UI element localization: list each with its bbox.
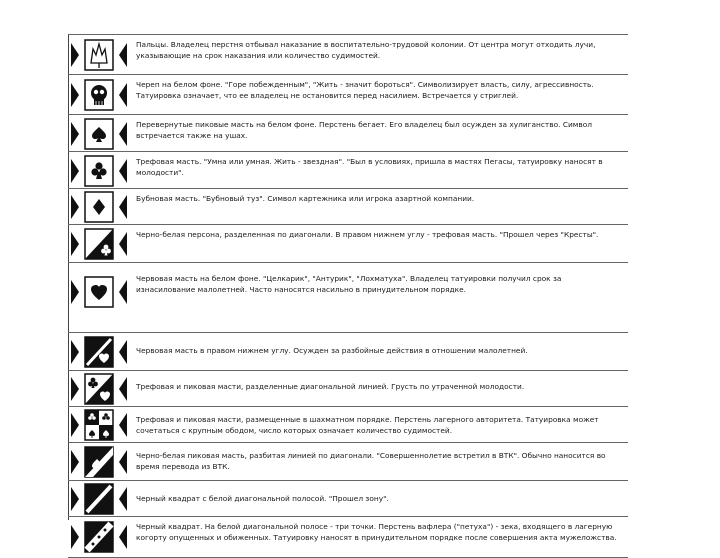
- row-description: Трефовая и пиковая масти, разделенные диагональной линией. Грусть по утраченной молодости.: [136, 382, 525, 391]
- stripe-ring-icon: [68, 481, 130, 517]
- row-description: Черный квадрат с белой диагональной полосой. "Прошел зону".: [136, 494, 389, 503]
- table-row: [68, 442, 628, 481]
- diagonal-club-ring-icon: [68, 225, 130, 263]
- table-row: [68, 114, 628, 152]
- row-description: Черно-белая персона, разделенная по диагонали. В правом нижнем углу - трефовая масть. "Прошел через "Кресты".: [136, 230, 599, 239]
- table-row: [68, 224, 628, 263]
- table-row: [68, 332, 628, 371]
- spade-ring-icon: [68, 115, 130, 152]
- table-row: [68, 188, 628, 225]
- table-row: [68, 480, 628, 517]
- row-description: Череп на белом фоне. "Горе побежденным", "Жить - значит бороться". Символизирует власть, силу, агрессивность. Татуировка означает, что ее владелец не остановится перед насилием. Встречается у стриглей.: [136, 80, 594, 100]
- row-description: Черно-белая пиковая масть, разбитая линией по диагонали. "Совершеннолетие встретил в ВТК". Обычно наносится во время перевода из ВТК.: [136, 451, 606, 471]
- table-row: [68, 34, 628, 75]
- heart-ring-icon: [68, 263, 130, 333]
- row-description: Бубновая масть. "Бубновый туз". Символ картежника или игрока азартной компании.: [136, 194, 475, 203]
- table-row: [68, 74, 628, 115]
- diagonal-heart-ring-icon: [68, 333, 130, 371]
- dots-ring-icon: [68, 517, 130, 557]
- checker-ring-icon: [68, 407, 130, 443]
- table-row: [68, 262, 628, 333]
- skull-ring-icon: [68, 75, 130, 115]
- table-row: [68, 151, 628, 189]
- crown-ring-icon: [68, 35, 130, 75]
- row-description: Червовая масть в правом нижнем углу. Осужден за разбойные действия в отношении малолетней.: [136, 346, 528, 355]
- row-description: Перевернутые пиковые масть на белом фоне. Перстень бегает. Его владелец был осужден за хулиганство. Символ встречается также на ушах.: [136, 120, 592, 140]
- row-description: Трефовая масть. "Умна или умная. Жить - звездная". "Был в условиях, пришла в мастях Пегасы, татуировку наносят в молодости".: [136, 157, 603, 177]
- club-heart-ring-icon: [68, 371, 130, 407]
- row-description: Трефовая и пиковая масти, размещенные в шахматном порядке. Перстень лагерного авторитета. Татуировка может сочетаться с крупным ободом, число которых означает количество судимостей.: [136, 415, 599, 435]
- table-row: [68, 516, 628, 558]
- row-description: Черный квадрат. На белой диагональной полосе - три точки. Перстень вафлера ("петуха") - зека, входящего в лагерную когорту опущенных и обиженных. Татуировку наносят в принудительном порядке после совершения акта мужеложства.: [136, 522, 617, 542]
- club-ring-icon: [68, 152, 130, 189]
- row-description: Пальцы. Владелец перстня отбывал наказание в воспитательно-трудовой колонии. От центра могут отходить лучи, указывающие на срок наказания или количество судимостей.: [136, 40, 596, 60]
- broken-spade-ring-icon: [68, 443, 130, 481]
- row-description: Червовая масть на белом фоне. "Целкарик", "Антурик", "Лохматуха". Владелец татуировки получил срок за изнасилование малолетней. Часто наносятся насильно в принудительном порядке.: [136, 274, 562, 294]
- tattoo-table: [68, 34, 628, 542]
- table-row: [68, 406, 628, 443]
- diamond-ring-icon: [68, 189, 130, 225]
- table-row: [68, 370, 628, 407]
